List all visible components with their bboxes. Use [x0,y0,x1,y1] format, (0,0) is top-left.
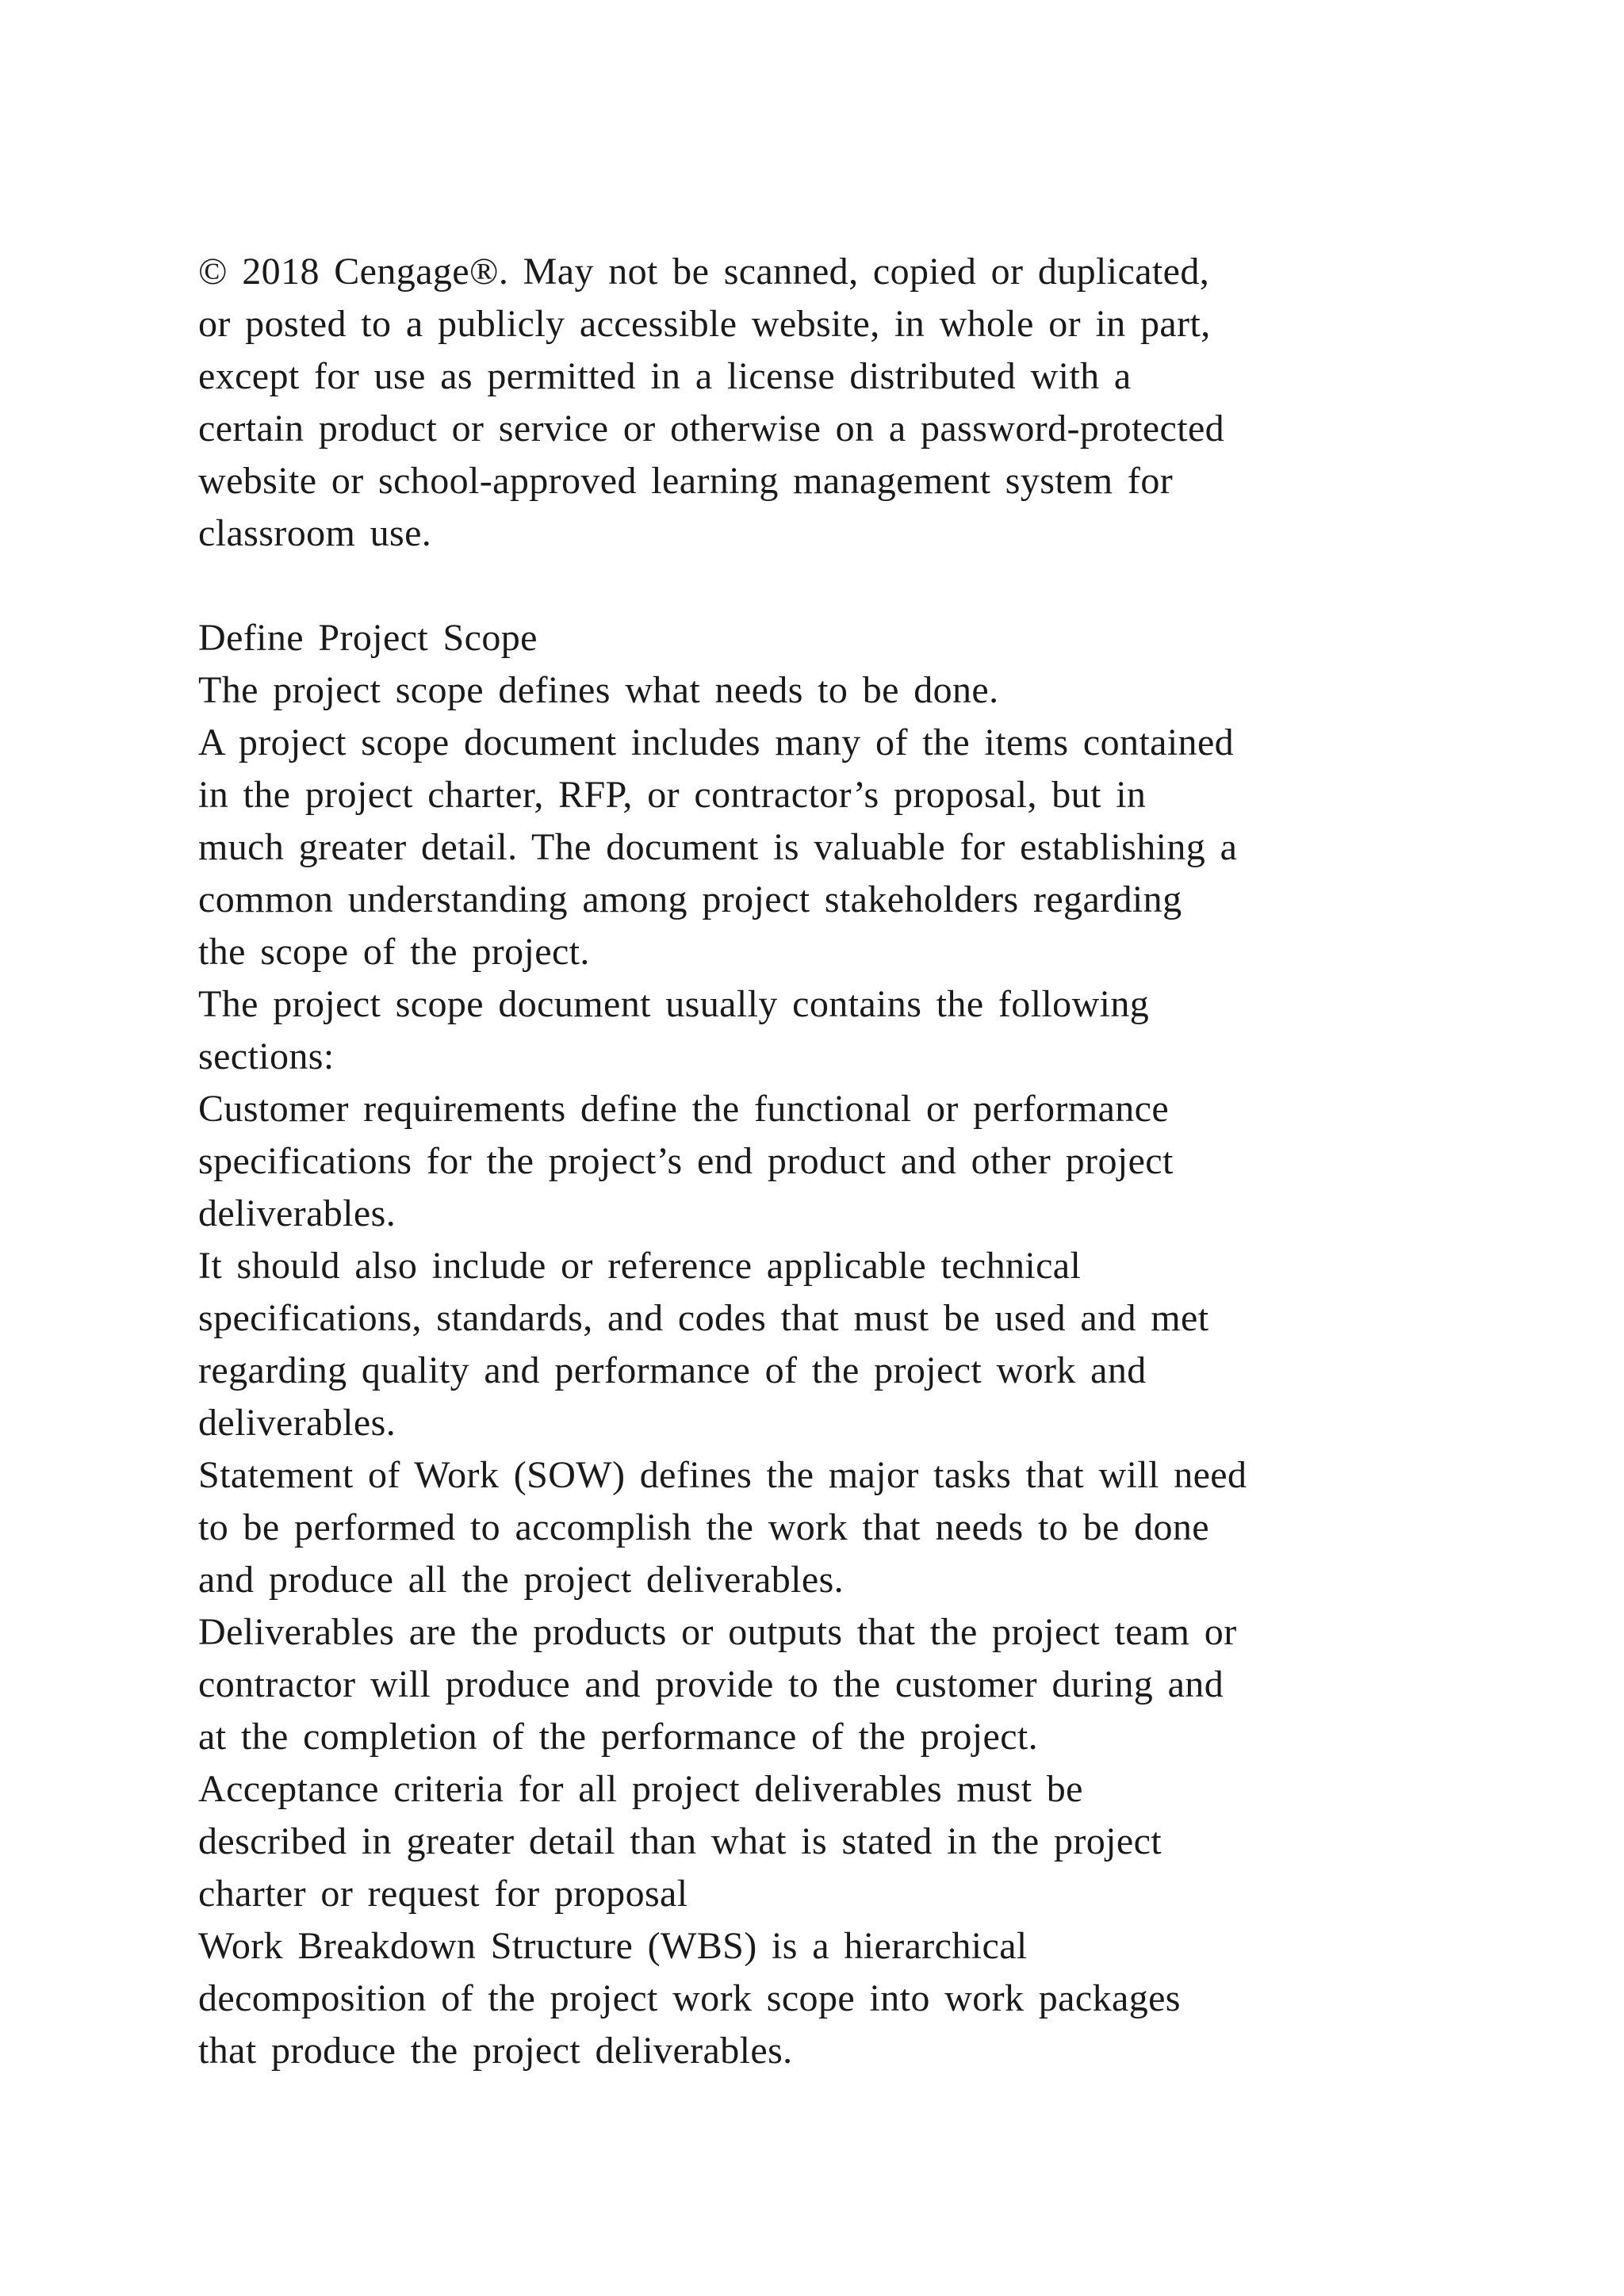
text-line: A project scope document includes many of the items contained [198,721,1235,763]
text-line: classroom use. [198,512,432,554]
text-line: described in greater detail than what is stated in the project [198,1820,1162,1862]
text-line: regarding quality and performance of the project work and [198,1349,1147,1391]
text-line: Deliverables are the products or outputs that the project team or [198,1611,1237,1653]
text-line: certain product or service or otherwise on a password-protected [198,408,1225,450]
section-body [198,664,1467,2077]
text-line: except for use as permitted in a license distributed with a [198,355,1132,397]
text-line: decomposition of the project work scope into work packages [198,1977,1181,2019]
text-line: the scope of the project. [198,931,590,973]
text-line: that produce the project deliverables. [198,2030,793,2072]
text-line: common understanding among project stakeholders regarding [198,878,1182,920]
text-line: and produce all the project deliverables. [198,1559,845,1601]
text-line: Customer requirements define the functional or performance [198,1088,1170,1130]
text-line: specifications, standards, and codes that must be used and met [198,1297,1209,1339]
text-line: charter or request for proposal [198,1873,688,1915]
text-line: contractor will produce and provide to the customer during and [198,1663,1224,1705]
text-line: sections: [198,1035,335,1077]
text-line: deliverables. [198,1402,396,1444]
text-line: much greater detail. The document is valuable for establishing a [198,826,1238,868]
text-line: to be performed to accomplish the work that needs to be done [198,1506,1209,1548]
text-line: Acceptance criteria for all project deliverables must be [198,1768,1083,1810]
text-line: website or school-approved learning management system for [198,460,1174,502]
text-line: © 2018 Cengage®. May not be scanned, copied or duplicated, [198,251,1210,293]
blank-line [198,560,1467,612]
text-line: The project scope defines what needs to be done. [198,669,999,711]
text-line: deliverables. [198,1192,396,1234]
text-line: Work Breakdown Structure (WBS) is a hierarchical [198,1925,1028,1967]
text-line: It should also include or reference applicable technical [198,1245,1082,1287]
text-line: at the completion of the performance of the project. [198,1716,1039,1758]
text-line: The project scope document usually contains the following [198,983,1150,1025]
text-line: specifications for the project’s end product and other project [198,1140,1174,1182]
text-line: Statement of Work (SOW) defines the major tasks that will need [198,1454,1247,1496]
document-text [198,246,1467,2077]
copyright-notice [198,246,1467,560]
section-heading: Define Project Scope [198,617,538,659]
text-line: in the project charter, RFP, or contractor’s proposal, but in [198,774,1147,816]
text-line: or posted to a publicly accessible website, in whole or in part, [198,303,1211,345]
